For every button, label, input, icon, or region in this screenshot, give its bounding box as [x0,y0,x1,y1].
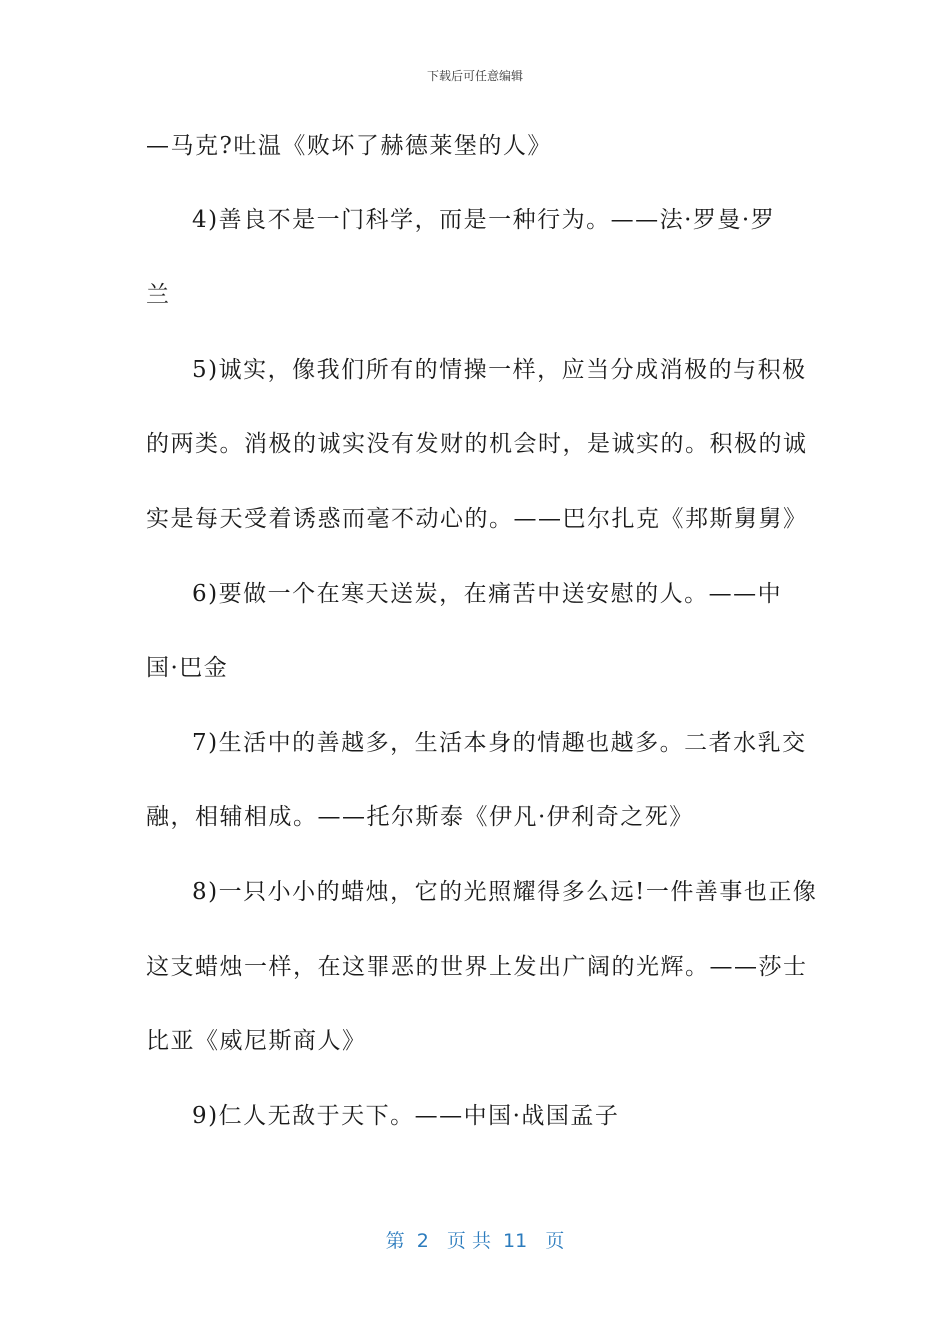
quote-line: 7)生活中的善越多，生活本身的情趣也越多。二者水乳交 [192,730,807,756]
quote-line: 国·巴金 [146,655,229,681]
quote-line: 比亚《威尼斯商人》 [146,1028,367,1054]
quote-line: 这支蜡烛一样，在这罪恶的世界上发出广阔的光辉。——莎士 [146,954,808,980]
quote-line: 兰 [146,282,171,308]
quote-line: 9)仁人无敌于天下。——中国·战国孟子 [192,1103,620,1129]
quote-line: 融，相辅相成。——托尔斯泰《伊凡·伊利奇之死》 [146,804,694,830]
quote-line: 4)善良不是一门科学，而是一种行为。——法·罗曼·罗 [192,207,776,233]
quote-line: 8)一只小小的蜡烛，它的光照耀得多么远!一件善事也正像 [192,879,818,905]
quote-line: —马克?吐温《败坏了赫德莱堡的人》 [146,133,552,159]
quote-line: 5)诚实，像我们所有的情操一样，应当分成消极的与积极 [192,357,807,383]
quote-line: 实是每天受着诱惑而毫不动心的。——巴尔扎克《邦斯舅舅》 [146,506,808,532]
quote-line: 6)要做一个在寒天送炭，在痛苦中送安慰的人。——中 [192,581,783,607]
page-header: 下载后可任意编辑 [426,69,523,83]
quote-line: 的两类。消极的诚实没有发财的机会时，是诚实的。积极的诚 [146,431,808,457]
page-footer: 第 2 页 共 11 页 [385,1230,565,1252]
